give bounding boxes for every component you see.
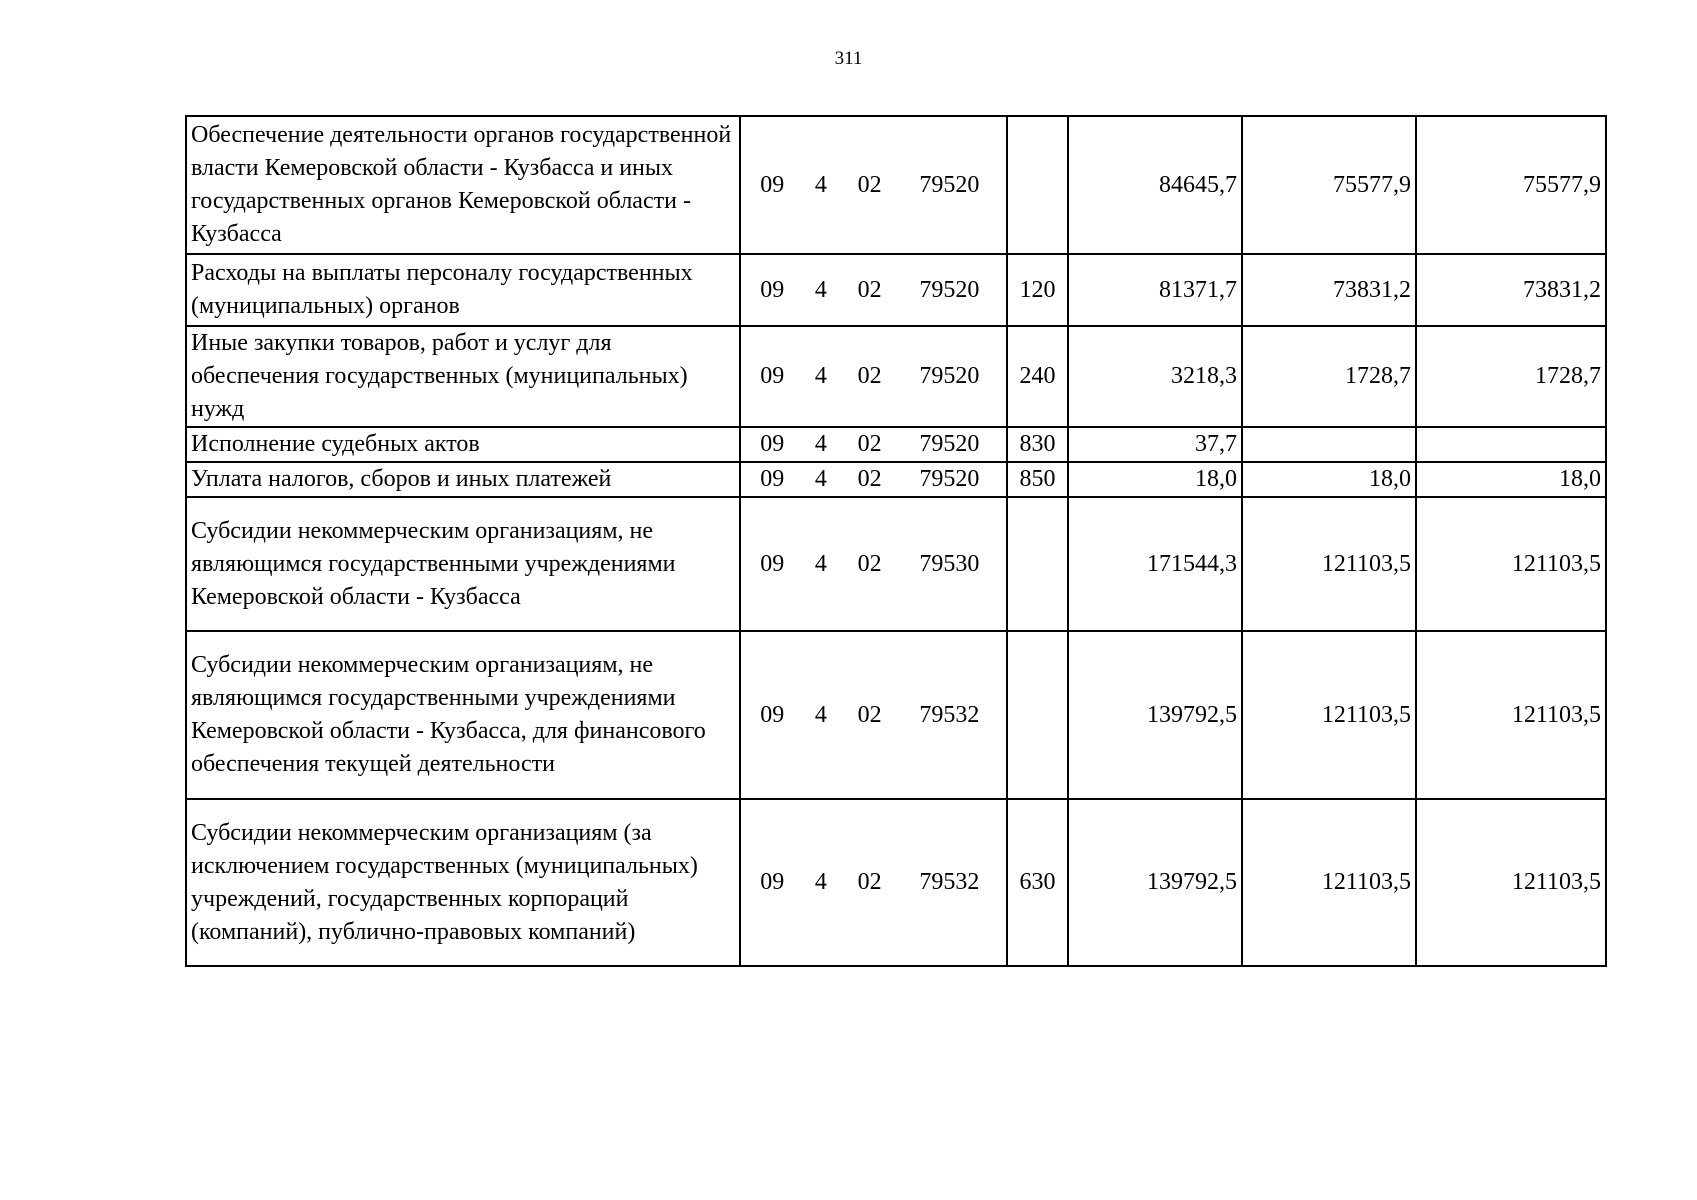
code-vr: 830 [1007, 427, 1068, 462]
sum-year-2: 18,0 [1242, 462, 1416, 497]
code-vr [1007, 631, 1068, 799]
code-gp: 09 [760, 276, 785, 303]
row-codes [740, 427, 1007, 462]
code-osn: 02 [857, 701, 882, 728]
code-osn: 02 [857, 550, 882, 577]
code-gp: 09 [760, 171, 785, 198]
row-codes [740, 631, 1007, 799]
table-row [186, 427, 1606, 462]
code-vr [1007, 497, 1068, 631]
sum-year-2: 121103,5 [1242, 631, 1416, 799]
budget-table [185, 115, 1607, 967]
row-name: Субсидии некоммерческим организациям (за исключением государственных (муниципальных) учреждений, государственных корпораций (компаний), публично-правовых компаний) [186, 799, 740, 966]
table-row [186, 116, 1606, 254]
code-napr: 79530 [919, 550, 980, 577]
sum-year-3: 73831,2 [1416, 254, 1606, 326]
table-row [186, 254, 1606, 326]
code-pp: 4 [814, 171, 827, 198]
code-osn: 02 [857, 171, 882, 198]
code-napr: 79532 [919, 701, 980, 728]
row-codes [740, 462, 1007, 497]
sum-year-1: 3218,3 [1068, 326, 1242, 427]
code-vr [1007, 116, 1068, 254]
code-pp: 4 [814, 466, 827, 492]
sum-year-2: 1728,7 [1242, 326, 1416, 427]
code-pp: 4 [814, 869, 827, 895]
sum-year-3: 121103,5 [1416, 631, 1606, 799]
row-name: Субсидии некоммерческим организациям, не являющимся государственными учреждениями Кемеровской области - Кузбасса [186, 497, 740, 631]
row-name: Субсидии некоммерческим организациям, не являющимся государственными учреждениями Кемеровской области - Кузбасса, для финансового обеспечения текущей деятельности [186, 631, 740, 799]
code-gp: 09 [760, 550, 785, 577]
sum-year-3: 121103,5 [1416, 497, 1606, 631]
code-osn: 02 [857, 276, 882, 303]
code-pp: 4 [814, 431, 827, 457]
sum-year-3: 1728,7 [1416, 326, 1606, 427]
code-vr: 240 [1007, 326, 1068, 427]
row-codes [740, 326, 1007, 427]
code-napr: 79532 [919, 869, 980, 895]
sum-year-1: 84645,7 [1068, 116, 1242, 254]
code-napr: 79520 [919, 171, 980, 198]
sum-year-3: 75577,9 [1416, 116, 1606, 254]
code-vr: 630 [1007, 799, 1068, 966]
row-name: Расходы на выплаты персоналу государственных (муниципальных) органов [186, 254, 740, 326]
page-number: 311 [834, 48, 863, 69]
sum-year-1: 18,0 [1068, 462, 1242, 497]
row-name: Исполнение судебных актов [186, 427, 740, 462]
row-name: Обеспечение деятельности органов государственной власти Кемеровской области - Кузбасса и иных государственных органов Кемеровской области - Кузбасса [186, 116, 740, 254]
sum-year-3: 18,0 [1416, 462, 1606, 497]
code-pp: 4 [814, 276, 827, 303]
code-napr: 79520 [919, 363, 980, 389]
row-name: Иные закупки товаров, работ и услуг для обеспечения государственных (муниципальных) нужд [186, 326, 740, 427]
row-name: Уплата налогов, сборов и иных платежей [186, 462, 740, 497]
code-gp: 09 [760, 363, 785, 389]
sum-year-2: 121103,5 [1242, 799, 1416, 966]
code-gp: 09 [760, 466, 785, 492]
code-gp: 09 [760, 701, 785, 728]
row-codes [740, 497, 1007, 631]
sum-year-1: 37,7 [1068, 427, 1242, 462]
code-osn: 02 [857, 466, 882, 492]
sum-year-1: 171544,3 [1068, 497, 1242, 631]
code-pp: 4 [814, 701, 827, 728]
code-osn: 02 [857, 869, 882, 895]
sum-year-1: 139792,5 [1068, 799, 1242, 966]
sum-year-1: 81371,7 [1068, 254, 1242, 326]
row-codes [740, 116, 1007, 254]
code-pp: 4 [814, 363, 827, 389]
code-osn: 02 [857, 431, 882, 457]
table-row [186, 497, 1606, 631]
row-codes [740, 799, 1007, 966]
code-napr: 79520 [919, 431, 980, 457]
code-pp: 4 [814, 550, 827, 577]
table-row [186, 462, 1606, 497]
sum-year-2: 75577,9 [1242, 116, 1416, 254]
table-row [186, 326, 1606, 427]
sum-year-2: 121103,5 [1242, 497, 1416, 631]
table-row [186, 631, 1606, 799]
table-row [186, 799, 1606, 966]
sum-year-3: 121103,5 [1416, 799, 1606, 966]
row-codes [740, 254, 1007, 326]
sum-year-1: 139792,5 [1068, 631, 1242, 799]
code-vr: 120 [1007, 254, 1068, 326]
code-gp: 09 [760, 869, 785, 895]
code-napr: 79520 [919, 276, 980, 303]
sum-year-2: 73831,2 [1242, 254, 1416, 326]
sum-year-3 [1416, 427, 1606, 462]
sum-year-2 [1242, 427, 1416, 462]
code-vr: 850 [1007, 462, 1068, 497]
code-napr: 79520 [919, 466, 980, 492]
code-gp: 09 [760, 431, 785, 457]
code-osn: 02 [857, 363, 882, 389]
